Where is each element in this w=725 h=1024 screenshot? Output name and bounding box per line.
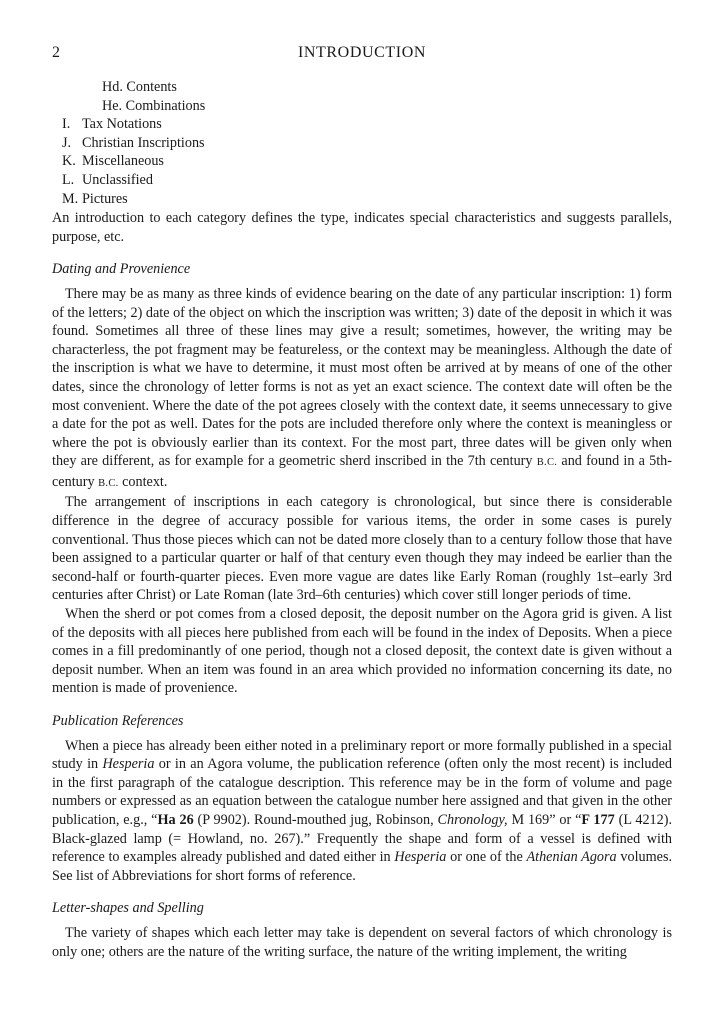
- list-key: I.: [62, 116, 71, 133]
- list-item: [52, 115, 672, 134]
- list-item: Hd. Contents: [102, 79, 177, 95]
- intro-paragraph: An introduction to each category defines the type, indicates special characteristics and suggests parallels, purpose, etc.: [52, 210, 672, 245]
- running-title: INTRODUCTION: [297, 44, 427, 61]
- list-item: [52, 152, 672, 171]
- page-number: 2: [52, 44, 60, 61]
- list-key: K.: [62, 153, 76, 170]
- letters-paragraph-1: The variety of shapes which each letter may take is dependent on several factors of which chronology is only one; others are the nature of the writing surface, the nature of the writing implement, the writing: [52, 924, 672, 960]
- list-label: Tax Notations: [82, 116, 162, 133]
- section-heading-dating: Dating and Provenience: [52, 261, 191, 278]
- list-item: [52, 171, 672, 190]
- section-heading-publication: Publication References: [52, 713, 184, 729]
- list-key: L.: [62, 171, 75, 188]
- list-label: Pictures: [82, 190, 128, 207]
- list-item: He. Combinations: [102, 97, 206, 114]
- list-label: Unclassified: [82, 171, 153, 188]
- list-key: J.: [62, 134, 72, 151]
- publication-paragraph-1: When a piece has already been either noted in a preliminary report or more formally published in a special study in Hesperia or in an Agora volume, the publication reference (often only the most recent) is included in the first paragraph of the catalogue description. This reference may be in the form of volume and page numbers or expressed as an equation between the catalogue number here assigned and that given in the other publication, e.g., “Ha 26 (P 9902). Round-mouthed jug, Robinson, Chronology, M 169” or “F 177 (L 4212). Black-glazed lamp (= Howland, no. 267).” Frequently the shape and form of a vessel is defined with reference to examples already published and dated either in Hesperia or one of the Athenian Agora volumes. See list of Abbreviations for short forms of reference.: [52, 737, 673, 884]
- list-key: M.: [62, 190, 79, 207]
- category-list: [52, 78, 672, 208]
- dating-paragraph-1: There may be as many as three kinds of evidence bearing on the date of any particular inscription: 1) form of the letters; 2) date of the object on which the inscription was written; 3) date of the deposit in which it was found. Sometimes all three of these lines may give a result; sometimes, however, the writing may be characterless, the pot fragment may be featureless, or the context may be meaningless. Although the date of the inscription is what we have to determine, it must most often be arrived at by means of one of the other dates, since the chronology of letter forms is not as yet an exact science. The context date will often be the most convenient. Where the date of the pot agrees closely with the context date, it seems unnecessary to give a date for the pot as well. Dates for the pots are included therefore only where the context is meaningless or where the pot is obviously earlier than its context. For the most part, three dates will be given only when they are different, as for example for a geometric sherd inscribed in the 7th century B.C. and found in a 5th-century B.C. context.: [52, 285, 672, 490]
- page-body: [52, 78, 672, 961]
- section-heading-letters: Letter-shapes and Spelling: [52, 900, 204, 917]
- page-header: [52, 44, 672, 64]
- list-label: Miscellaneous: [82, 153, 164, 170]
- list-label: Christian Inscriptions: [82, 134, 205, 151]
- list-item: [52, 134, 672, 153]
- dating-paragraph-2: The arrangement of inscriptions in each category is chronological, but since there is considerable difference in the degree of accuracy possible for various items, the order in some cases is purely conventional. Thus those pieces which can not be dated more closely than to a century follow those that have been assigned to a particular quarter or half of that century even though they may indeed be earlier than the second-half or fourth-quarter pieces. Even more vague are dates like Early Roman (roughly 1st–early 3rd centuries after Christ) or Late Roman (late 3rd–6th centuries) which cover still longer periods of time.: [52, 494, 672, 604]
- list-item: [52, 190, 672, 209]
- dating-paragraph-3: When the sherd or pot comes from a closed deposit, the deposit number on the Agora grid is given. A list of the deposits with all pieces here published from each will be found in the index of Deposits. When a piece comes in a fill predominantly of one period, though not a closed deposit, the context date is given without a deposit number. When an item was found in an area which provided no information concerning its date, no mention is made of provenience.: [52, 606, 672, 697]
